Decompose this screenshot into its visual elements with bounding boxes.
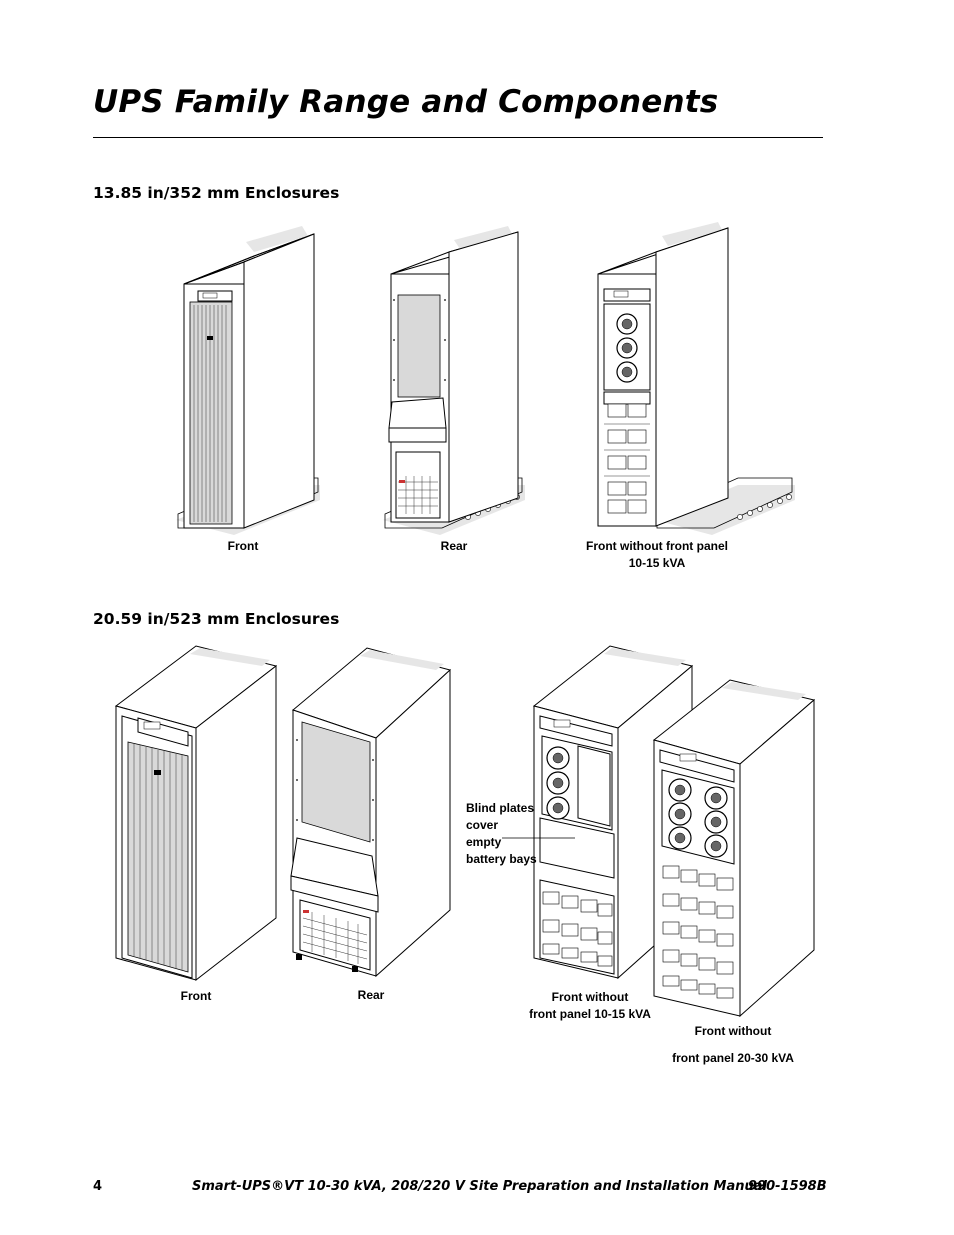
small-front-open-enclosure — [598, 222, 795, 535]
small-front-enclosure — [176, 226, 320, 535]
caption-large-front-20-30-line2: front panel 20-30 kVA — [672, 1051, 794, 1065]
caption-small-front: Front — [227, 539, 259, 553]
footer-doc-number: 990-1598B — [748, 1179, 827, 1194]
caption-large-front-20-30-line1: Front without — [694, 1024, 772, 1038]
large-rear-enclosure — [291, 648, 450, 976]
caption-line: cover — [466, 818, 499, 832]
section-heading-large-enclosures: 20.59 in/523 mm Enclosures — [93, 610, 340, 628]
large-front-enclosure — [116, 646, 276, 980]
section-heading-small-enclosures: 13.85 in/352 mm Enclosures — [93, 184, 340, 202]
caption-line: empty — [466, 835, 502, 849]
footer-manual-title: Smart-UPS®VT 10-30 kVA, 208/220 V Site Preparation and Installation Manual — [192, 1179, 767, 1194]
caption-small-front-no-panel — [567, 538, 747, 572]
caption-large-front-10-15 — [520, 989, 660, 1023]
caption-small-rear: Rear — [440, 539, 468, 553]
caption-blind-plates — [466, 800, 537, 868]
caption-large-front: Front — [180, 989, 212, 1003]
caption-line: front panel 10-15 kVA — [529, 1007, 651, 1021]
footer-page-number: 4 — [93, 1179, 103, 1194]
caption-line: Front without front panel — [586, 539, 728, 553]
large-front-open-20-30-enclosure — [654, 680, 814, 1016]
caption-line: Front without — [551, 990, 629, 1004]
caption-large-rear: Rear — [357, 988, 385, 1002]
page-title: UPS Family Range and Components — [93, 84, 719, 120]
caption-line: 10-15 kVA — [628, 556, 686, 570]
caption-line: battery bays — [466, 852, 537, 866]
caption-line: Blind plates — [466, 801, 535, 815]
small-rear-enclosure — [383, 226, 525, 535]
